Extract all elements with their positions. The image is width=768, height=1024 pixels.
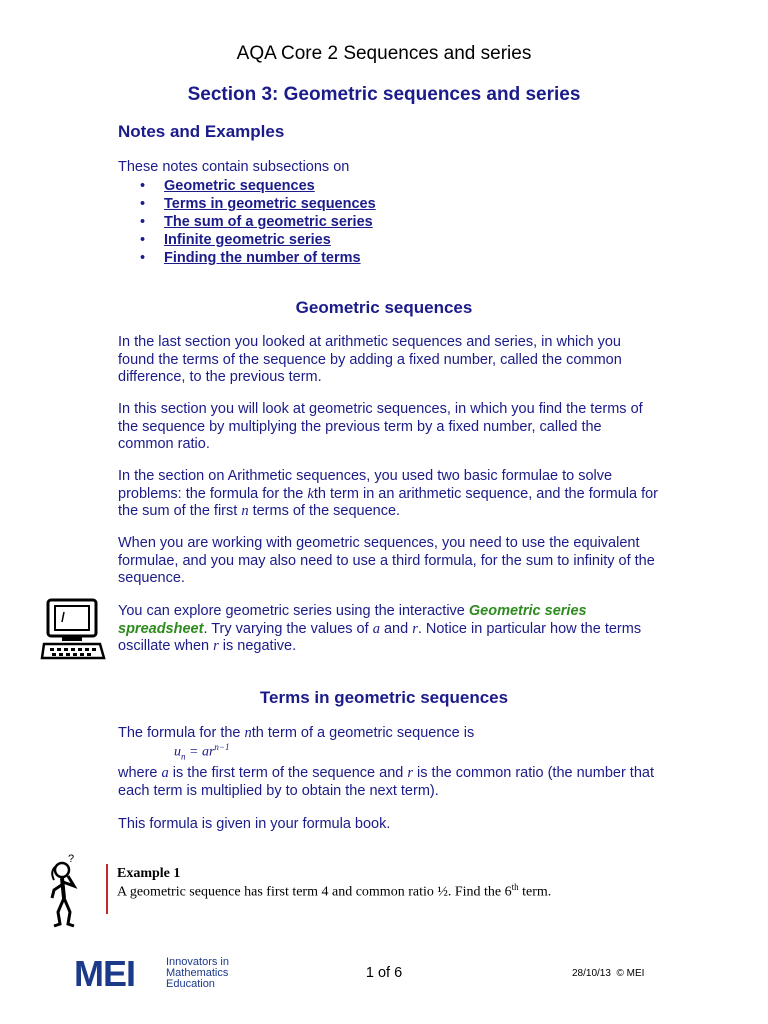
bullet-icon: • xyxy=(140,250,146,266)
paragraph-explore-spreadsheet: You can explore geometric series using the interactive Geometric series spreadsheet. Try varying the values of a and r. Notice in particular how the terms oscillate when r is negative. xyxy=(118,603,642,654)
list-item xyxy=(138,249,376,267)
computer-icon xyxy=(40,598,106,662)
list-item xyxy=(138,195,376,213)
paragraph-formulae: In the section on Arithmetic sequences, you used two basic formulae to solve problems: the formula for the kth term in an arithmetic sequence, and the formula for the sum of the first n terms of the sequence. xyxy=(118,468,658,519)
svg-text:?: ? xyxy=(68,853,75,865)
geometric-sequences-heading: Geometric sequences xyxy=(295,298,473,317)
subsection-list xyxy=(138,177,376,267)
link-sum-of-geometric-series[interactable]: The sum of a geometric series xyxy=(164,214,373,230)
notes-heading: Notes and Examples xyxy=(118,122,285,141)
logo-tagline: Innovators in Mathematics Education xyxy=(166,956,229,990)
page-number: 1 of 6 xyxy=(365,965,403,981)
example-1 xyxy=(117,866,551,901)
link-terms-in-geometric-sequences[interactable]: Terms in geometric sequences xyxy=(164,196,376,212)
example-marker xyxy=(106,864,108,914)
paragraph-intro-arithmetic: In the last section you looked at arithmetic sequences and series, in which you found the terms of the sequence by adding a fixed number, called the common difference, to the previous term. xyxy=(118,334,622,385)
document-title: AQA Core 2 Sequences and series xyxy=(236,43,532,64)
list-item xyxy=(138,231,376,249)
bullet-icon: • xyxy=(140,196,146,212)
paragraph-intro-geometric: In this section you will look at geometric sequences, in which you find the terms of the sequence by multiplying the previous term by a fixed number, called the common ratio. xyxy=(118,401,643,452)
notes-intro: These notes contain subsections on xyxy=(118,159,350,175)
example-title: Example 1 xyxy=(117,866,181,881)
paragraph-where: where a is the first term of the sequence and r is the common ratio (the number that each term is multiplied by to obtain the next term). xyxy=(118,765,654,799)
link-infinite-geometric-series[interactable]: Infinite geometric series xyxy=(164,232,331,248)
paragraph-nth-term: The formula for the nth term of a geometric sequence is xyxy=(118,725,475,741)
bullet-icon: • xyxy=(140,178,146,194)
link-geometric-sequences[interactable]: Geometric sequences xyxy=(164,178,315,194)
logo-wordmark: MEI xyxy=(74,955,136,989)
link-finding-number-of-terms[interactable]: Finding the number of terms xyxy=(164,250,361,266)
list-item xyxy=(138,213,376,231)
bullet-icon: • xyxy=(140,214,146,230)
terms-heading: Terms in geometric sequences xyxy=(259,688,509,707)
thinking-figure-icon xyxy=(40,852,92,928)
paragraph-equivalent-formulae: When you are working with geometric sequences, you need to use the equivalent formulae, and you may also need to use a third formula, for the sum to infinity of the sequence. xyxy=(118,535,655,586)
nth-term-formula: $u_n = ar^{n-1}$ xyxy=(174,742,230,762)
example-text: A geometric sequence has first term 4 and common ratio ½. Find the 6th term. xyxy=(117,882,552,900)
footer-date: 28/10/13 © MEI xyxy=(572,968,645,979)
bullet-icon: • xyxy=(140,232,146,248)
spreadsheet-link[interactable]: Geometric series spreadsheet xyxy=(118,603,587,637)
paragraph-formula-book: This formula is given in your formula book. xyxy=(118,816,391,832)
section-title: Section 3: Geometric sequences and series xyxy=(187,84,581,105)
list-item xyxy=(138,177,376,195)
